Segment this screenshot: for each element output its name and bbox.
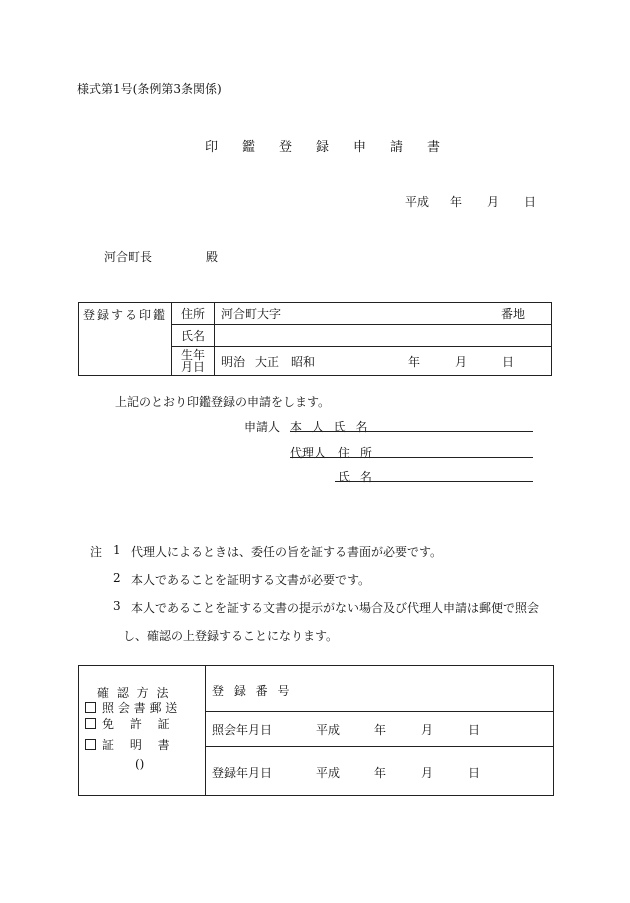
birth-label-1: 生年: [180, 348, 205, 362]
date-era: 平成: [405, 195, 430, 209]
note-num-2: 2: [113, 571, 121, 585]
registration-year: 年: [374, 766, 387, 780]
address-field[interactable]: [215, 303, 552, 325]
inquiry-date-cell[interactable]: [206, 712, 553, 747]
date-year: 年: [450, 195, 463, 209]
registration-number-cell[interactable]: [206, 666, 553, 712]
method-label: 確 認 方 法: [97, 686, 171, 700]
note-text-2: 本人であることを証明する文書が必要です。: [131, 573, 371, 587]
birth-month: 月: [455, 354, 468, 369]
self-name-label: 本 人 氏 名: [290, 420, 371, 434]
application-date: [405, 193, 536, 210]
date-day: 日: [524, 195, 537, 209]
registration-date-label: 登録年月日: [212, 766, 273, 780]
option-mail[interactable]: [85, 699, 177, 716]
era-meiji: 明治: [221, 354, 246, 369]
inquiry-era: 平成: [316, 723, 341, 737]
option-license-label: 免 許 証: [102, 717, 170, 731]
form-number: 様式第1号(条例第3条関係): [77, 82, 222, 96]
statement: 上記のとおり印鑑登録の申請をします。: [115, 395, 331, 409]
birthdate-label: [172, 347, 215, 376]
note-text-1: 代理人によるときは、委任の旨を証する書面が必要です。: [131, 545, 443, 559]
agent-address-label: 住 所: [338, 446, 375, 460]
note-continuation: し、確認の上登録することになります。: [123, 629, 339, 643]
confirmation-method-cell: [79, 666, 206, 795]
name-label: 氏名: [172, 325, 215, 347]
registration-month: 月: [421, 766, 434, 780]
seal-header: 登録する印鑑: [79, 303, 172, 376]
seal-registration-table: [78, 302, 552, 376]
agent-label: 代理人: [290, 446, 327, 460]
inquiry-month: 月: [421, 723, 434, 737]
confirmation-table: [78, 665, 554, 796]
addressee-honorific: 殿: [206, 250, 219, 264]
agent-name-label: 氏 名: [338, 470, 375, 484]
address-label: 住所: [172, 303, 215, 325]
option-license[interactable]: [85, 715, 170, 732]
note-num-1: 1: [113, 543, 121, 557]
inquiry-day: 日: [468, 723, 481, 737]
inquiry-date-label: 照会年月日: [212, 723, 273, 737]
registration-day: 日: [468, 766, 481, 780]
name-field[interactable]: [215, 325, 552, 347]
birthdate-field[interactable]: [215, 347, 552, 376]
checkbox-mail[interactable]: [85, 702, 96, 713]
birth-day: 日: [502, 354, 515, 369]
notes-prefix: 注: [90, 545, 103, 559]
option-certificate[interactable]: [85, 736, 170, 753]
note-num-3: 3: [113, 599, 121, 613]
inquiry-year: 年: [374, 723, 387, 737]
note-text-3: 本人であることを証する文書の提示がない場合及び代理人申請は郵便で照会: [131, 601, 540, 615]
era-showa: 昭和: [291, 354, 316, 369]
applicant-label: 申請人: [244, 420, 281, 434]
reg-number-label: 登 録 番 号: [212, 684, 293, 698]
method-parens: (): [135, 757, 145, 771]
self-name-line[interactable]: [290, 431, 533, 432]
registration-date-cell[interactable]: [206, 747, 553, 795]
birth-label-2: 月日: [180, 360, 205, 374]
checkbox-certificate[interactable]: [85, 739, 96, 750]
checkbox-license[interactable]: [85, 718, 96, 729]
date-month: 月: [487, 195, 500, 209]
addressee-name: 河合町長: [104, 250, 153, 264]
era-taisho: 大正: [255, 354, 280, 369]
banchi-label: 番地: [501, 307, 526, 321]
agent-address-line[interactable]: [290, 457, 533, 458]
page-title: 印鑑登録申請書: [205, 140, 465, 155]
option-certificate-label: 証 明 書: [102, 738, 170, 752]
addressee: [104, 248, 218, 265]
registration-era: 平成: [316, 766, 341, 780]
agent-name-line[interactable]: [335, 481, 533, 482]
birth-year: 年: [408, 354, 421, 369]
address-value: 河合町大字: [221, 307, 282, 321]
option-mail-label: 照 会 書 郵 送: [102, 701, 178, 715]
